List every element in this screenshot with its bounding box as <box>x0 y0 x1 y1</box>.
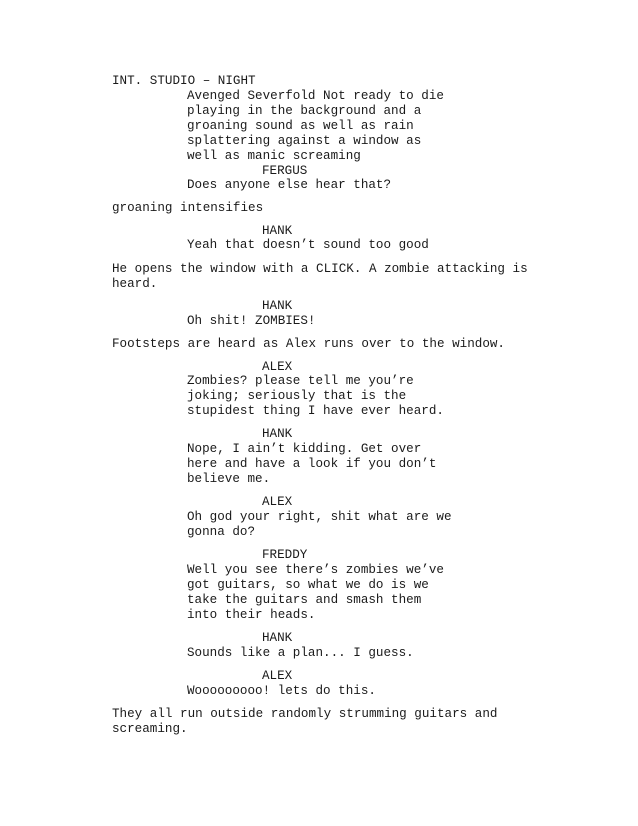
dialogue-line: believe me. <box>187 472 271 486</box>
dialogue-line: stupidest thing I have ever heard. <box>187 404 444 418</box>
dialogue-line: here and have a look if you don’t <box>187 457 437 471</box>
dialogue-line: Nope, I ain’t kidding. Get over <box>187 442 422 456</box>
dialogue-line: Sounds like a plan... I guess. <box>187 646 414 660</box>
action-line: Footsteps are heard as Alex runs over to the window. <box>112 337 505 351</box>
dialogue-line: playing in the background and a <box>187 104 422 118</box>
dialogue-line: splattering against a window as <box>187 134 422 148</box>
action-line: groaning intensifies <box>112 201 264 215</box>
character-name: HANK <box>262 224 293 238</box>
action-line: He opens the window with a CLICK. A zombie attacking is <box>112 262 528 276</box>
action-line: screaming. <box>112 722 188 736</box>
dialogue-line: Oh shit! ZOMBIES! <box>187 314 316 328</box>
dialogue-line: Well you see there’s zombies we’ve <box>187 563 444 577</box>
scene-heading: INT. STUDIO – NIGHT <box>112 74 256 88</box>
dialogue-line: got guitars, so what we do is we <box>187 578 429 592</box>
dialogue-line: Avenged Severfold Not ready to die <box>187 89 444 103</box>
dialogue-line: Does anyone else hear that? <box>187 178 392 192</box>
dialogue-line: gonna do? <box>187 525 256 539</box>
dialogue-line: groaning sound as well as rain <box>187 119 414 133</box>
dialogue-line: Oh god your right, shit what are we <box>187 510 452 524</box>
character-name: HANK <box>262 299 293 313</box>
dialogue-line: Zombies? please tell me you’re <box>187 374 414 388</box>
action-line: heard. <box>112 277 158 291</box>
character-name: HANK <box>262 427 293 441</box>
dialogue-line: Yeah that doesn’t sound too good <box>187 238 429 252</box>
character-name: ALEX <box>262 669 293 683</box>
dialogue-line: joking; seriously that is the <box>187 389 407 403</box>
dialogue-line: into their heads. <box>187 608 316 622</box>
dialogue-line: take the guitars and smash them <box>187 593 422 607</box>
character-name: HANK <box>262 631 293 645</box>
dialogue-line: well as manic screaming <box>187 149 361 163</box>
dialogue-line: Wooooooooo! lets do this. <box>187 684 376 698</box>
character-name: FERGUS <box>262 164 308 178</box>
character-name: ALEX <box>262 360 293 374</box>
character-name: ALEX <box>262 495 293 509</box>
action-line: They all run outside randomly strumming guitars and <box>112 707 498 721</box>
character-name: FREDDY <box>262 548 308 562</box>
